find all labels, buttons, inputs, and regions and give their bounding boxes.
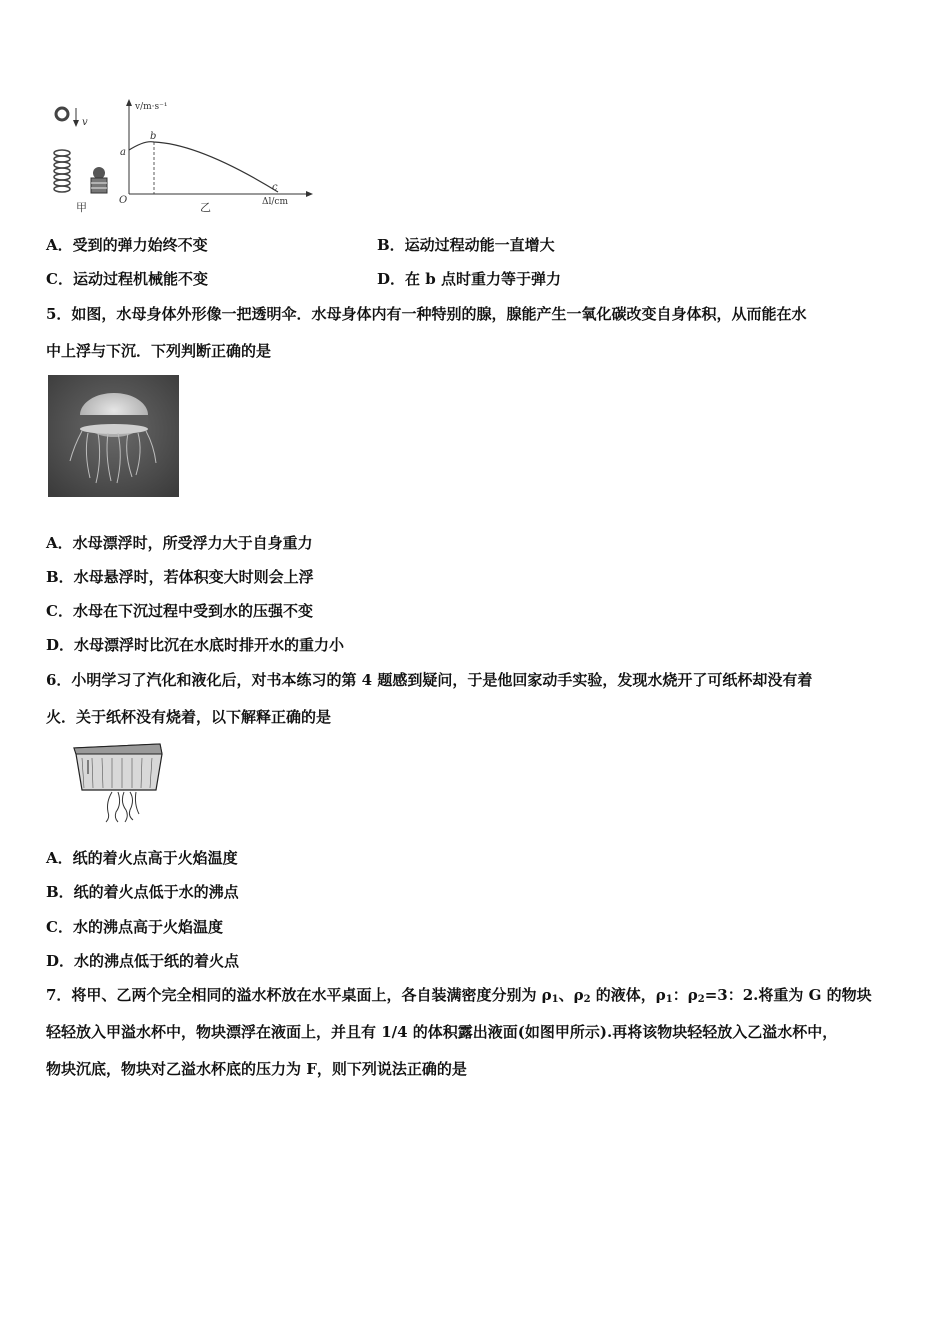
q5-option-c: C．水母在下沉过程中受到水的压强不变 — [46, 602, 313, 620]
spring-icon — [54, 150, 70, 192]
point-a-label: a — [120, 147, 126, 158]
q6-option-d: D．水的沸点低于纸的着火点 — [46, 952, 240, 970]
point-c-label: c — [272, 182, 278, 193]
q5-option-d: D．水母漂浮时比沉在水底时排开水的重力小 — [46, 636, 345, 654]
q4-option-a: A．受到的弹力始终不变 — [46, 236, 208, 254]
flame-icon — [106, 792, 139, 822]
q5-stem-line1: 5．如图，水母身体外形像一把透明伞．水母身体内有一种特别的腺，腺能产生一氧化碳改变自身体积，从而能在水 — [46, 305, 807, 323]
jellyfish-photo — [48, 375, 179, 497]
q4-option-c: C．运动过程机械能不变 — [46, 270, 208, 288]
x-axis-label: Δl/cm — [262, 197, 288, 207]
paper-cup-flame-figure — [72, 740, 164, 826]
caption-yi: 乙 — [200, 201, 211, 214]
q6-stem-line1: 6．小明学习了汽化和液化后，对书本练习的第 4 题感到疑问，于是他回家动手实验，发现水烧开了可纸杯却没有着 — [46, 671, 813, 689]
y-axis-label: v/m·s⁻¹ — [135, 102, 168, 112]
velocity-label: v — [82, 117, 88, 128]
compressed-spring-icon — [91, 167, 107, 193]
spring-graph-svg — [50, 98, 315, 220]
q6-option-b: B．纸的着火点低于水的沸点 — [46, 883, 239, 901]
caption-jia: 甲 — [76, 201, 87, 214]
q4-option-b: B．运动过程动能一直增大 — [377, 236, 555, 254]
spring-ball-graph-figure — [50, 98, 315, 220]
q5-stem-line2: 中上浮与下沉．下列判断正确的是 — [46, 342, 272, 360]
q7-line1: 7．将甲、乙两个完全相同的溢水杯放在水平桌面上，各自装满密度分别为 $\rho_1$、$\rho_2$ 的液体，$\rho_1$：$\rho_2=3$：2.将重为 G 的物块 — [46, 986, 872, 1005]
point-b-label: b — [150, 131, 157, 142]
q7-line3: 物块沉底，物块对乙溢水杯底的压力为 F，则下列说法正确的是 — [46, 1060, 467, 1078]
q6-option-c: C．水的沸点高于火焰温度 — [46, 918, 223, 936]
velocity-curve — [129, 142, 278, 192]
q4-option-d: D．在 b 点时重力等于弹力 — [377, 270, 561, 288]
q6-option-a: A．纸的着火点高于火焰温度 — [46, 849, 238, 867]
q7-line2: 轻轻放入甲溢水杯中，物块漂浮在液面上，并且有 1/4 的体积露出液面(如图甲所示).再将该物块轻轻放入乙溢水杯中， — [46, 1023, 838, 1041]
ball-icon — [56, 108, 68, 120]
q5-option-a: A．水母漂浮时，所受浮力大于自身重力 — [46, 534, 313, 552]
origin-label: O — [119, 195, 128, 206]
q6-stem-line2: 火．关于纸杯没有烧着，以下解释正确的是 — [46, 708, 332, 726]
q5-option-b: B．水母悬浮时，若体积变大时则会上浮 — [46, 568, 314, 586]
